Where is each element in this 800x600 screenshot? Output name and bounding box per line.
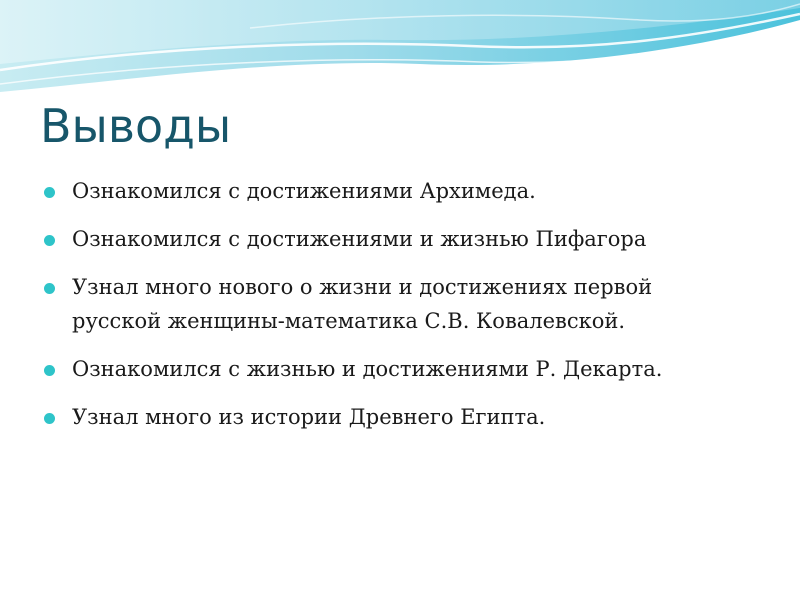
bullet-list xyxy=(40,174,680,448)
bullet-item xyxy=(40,222,680,256)
bullet-item xyxy=(40,270,680,338)
bullet-dot-icon xyxy=(44,187,55,198)
bullet-dot-icon xyxy=(44,235,55,246)
bullet-text: Узнал много нового о жизни и достижениях первой русской женщины-математика С.В. Ковалевской. xyxy=(72,275,653,333)
bullet-dot-icon xyxy=(44,283,55,294)
bullet-dot-icon xyxy=(44,365,55,376)
bullet-text: Ознакомился с достижениями и жизнью Пифагора xyxy=(72,227,647,251)
bullet-item xyxy=(40,400,680,434)
bullet-item xyxy=(40,352,680,386)
bullet-dot-icon xyxy=(44,413,55,424)
bullet-text: Ознакомился с достижениями Архимеда. xyxy=(72,179,536,203)
slide-title: Выводы xyxy=(40,99,232,153)
bullet-text: Ознакомился с жизнью и достижениями Р. Декарта. xyxy=(72,357,663,381)
bullet-item xyxy=(40,174,680,208)
wave-header-decoration xyxy=(0,0,800,95)
bullet-text: Узнал много из истории Древнего Египта. xyxy=(72,405,546,429)
